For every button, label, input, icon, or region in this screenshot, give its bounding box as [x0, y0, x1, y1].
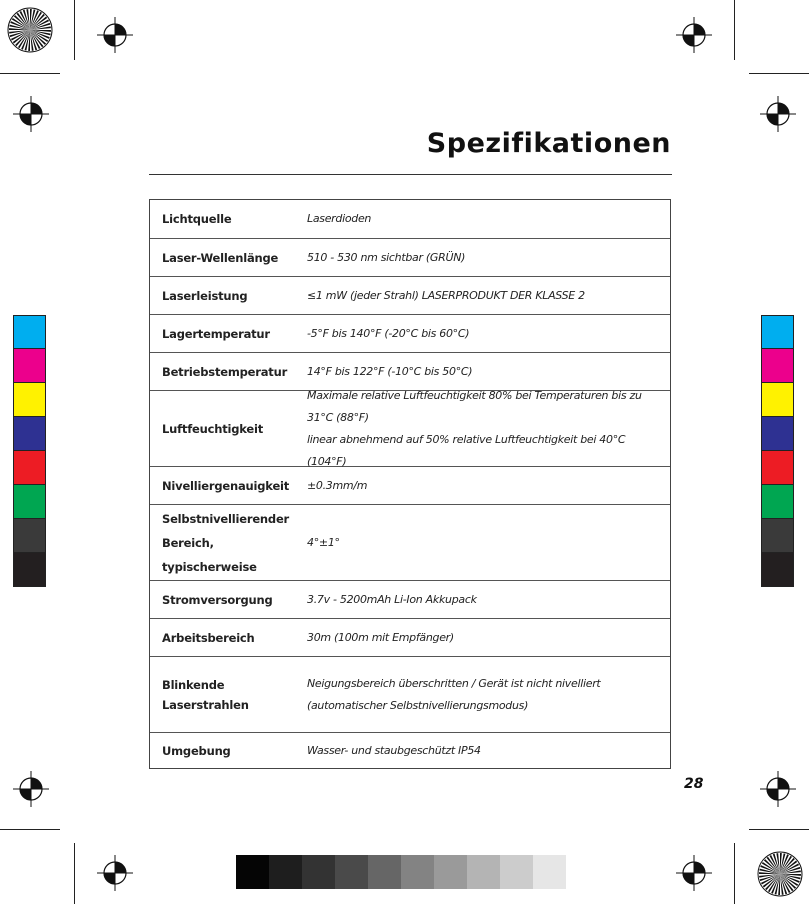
- crop-mark: [74, 0, 75, 60]
- registration-mark-icon: [95, 15, 135, 55]
- spec-value: ±0.3mm/m: [307, 478, 368, 492]
- spec-label-line: Selbstnivellierender Bereich,: [162, 511, 290, 550]
- table-row: [150, 276, 670, 314]
- color-swatch: [761, 349, 794, 383]
- color-swatch: [761, 451, 794, 485]
- registration-mark-icon: [11, 94, 51, 134]
- color-control-bar: [761, 315, 794, 587]
- spec-label-line: typischerweise: [162, 559, 257, 574]
- gray-swatch: [368, 855, 401, 889]
- color-swatch: [761, 553, 794, 587]
- spec-label: [150, 507, 307, 579]
- gray-swatch: [302, 855, 335, 889]
- title-divider: [149, 174, 672, 175]
- color-swatch: [13, 417, 46, 451]
- registration-mark-icon: [758, 94, 798, 134]
- gray-swatch: [500, 855, 533, 889]
- star-target-icon: [7, 7, 53, 53]
- color-swatch: [761, 383, 794, 417]
- crop-mark: [0, 829, 60, 830]
- spec-value-line: Neigungsbereich überschritten / Gerät ist nicht nivelliert: [307, 676, 601, 690]
- gray-swatch: [533, 855, 566, 889]
- spec-value: 3.7v - 5200mAh Li-Ion Akkupack: [307, 592, 477, 606]
- table-row: [150, 732, 670, 768]
- table-row: [150, 200, 670, 238]
- spec-value-line: linear abnehmend auf 50% relative Luftfeuchtigkeit bei 40°C (104°F): [307, 432, 626, 468]
- color-swatch: [761, 315, 794, 349]
- gray-swatch: [467, 855, 500, 889]
- spec-value: Wasser- und staubgeschützt IP54: [307, 743, 481, 757]
- color-swatch: [13, 315, 46, 349]
- spec-value: [307, 673, 670, 717]
- crop-mark: [734, 0, 735, 60]
- spec-table: [149, 199, 671, 769]
- table-row: [150, 504, 670, 580]
- crop-mark: [734, 843, 735, 904]
- registration-mark-icon: [95, 853, 135, 893]
- spec-value: -5°F bis 140°F (-20°C bis 60°C): [307, 326, 470, 340]
- crop-mark: [0, 73, 60, 74]
- registration-mark-icon: [11, 769, 51, 809]
- spec-value-line: (automatischer Selbstnivellierungsmodus): [307, 698, 529, 712]
- color-swatch: [13, 519, 46, 553]
- table-row: [150, 618, 670, 656]
- color-swatch: [761, 485, 794, 519]
- spec-value: 510 - 530 nm sichtbar (GRÜN): [307, 250, 466, 264]
- crop-mark: [749, 829, 809, 830]
- spec-label: Luftfeuchtigkeit: [162, 421, 264, 436]
- spec-value-line: Maximale relative Luftfeuchtigkeit 80% bei Temperaturen bis zu 31°C (88°F): [307, 388, 642, 424]
- color-swatch: [761, 417, 794, 451]
- color-swatch: [13, 451, 46, 485]
- gray-swatch: [236, 855, 269, 889]
- spec-label: Arbeitsbereich: [162, 630, 255, 645]
- spec-value: 14°F bis 122°F (-10°C bis 50°C): [307, 364, 473, 378]
- color-swatch: [761, 519, 794, 553]
- color-swatch: [13, 383, 46, 417]
- star-target-icon: [757, 851, 803, 897]
- color-swatch: [13, 485, 46, 519]
- spec-label: Laser-Wellenlänge: [162, 250, 279, 265]
- color-control-bar: [13, 315, 46, 587]
- spec-label: Umgebung: [162, 743, 231, 758]
- gray-swatch: [335, 855, 368, 889]
- grayscale-control-bar: [236, 855, 566, 889]
- table-row: [150, 238, 670, 276]
- spec-label: Lichtquelle: [162, 212, 232, 226]
- spec-value: Laserdioden: [307, 212, 372, 225]
- registration-mark-icon: [674, 15, 714, 55]
- gray-swatch: [269, 855, 302, 889]
- registration-mark-icon: [674, 853, 714, 893]
- color-swatch: [13, 349, 46, 383]
- table-row: [150, 580, 670, 618]
- color-swatch: [13, 553, 46, 587]
- page-title: Spezifikationen: [426, 128, 671, 159]
- gray-swatch: [434, 855, 467, 889]
- spec-label: Stromversorgung: [162, 592, 273, 607]
- spec-value: 4°±1°: [307, 535, 340, 549]
- spec-label: Laserleistung: [162, 288, 248, 303]
- gray-swatch: [401, 855, 434, 889]
- registration-mark-icon: [758, 769, 798, 809]
- spec-value: [307, 385, 670, 473]
- table-row: [150, 390, 670, 466]
- page-number: 28: [684, 776, 704, 792]
- spec-label: Blinkende Laserstrahlen: [162, 677, 249, 712]
- spec-value: ≤1 mW (jeder Strahl) LASERPRODUKT DER KLASSE 2: [307, 288, 585, 302]
- spec-value: 30m (100m mit Empfänger): [307, 630, 454, 644]
- spec-label: Betriebstemperatur: [162, 364, 288, 379]
- table-row: [150, 314, 670, 352]
- spec-label: Nivelliergenauigkeit: [162, 478, 290, 493]
- table-row: [150, 656, 670, 732]
- spec-label: Lagertemperatur: [162, 326, 270, 341]
- crop-mark: [74, 843, 75, 904]
- crop-mark: [749, 73, 809, 74]
